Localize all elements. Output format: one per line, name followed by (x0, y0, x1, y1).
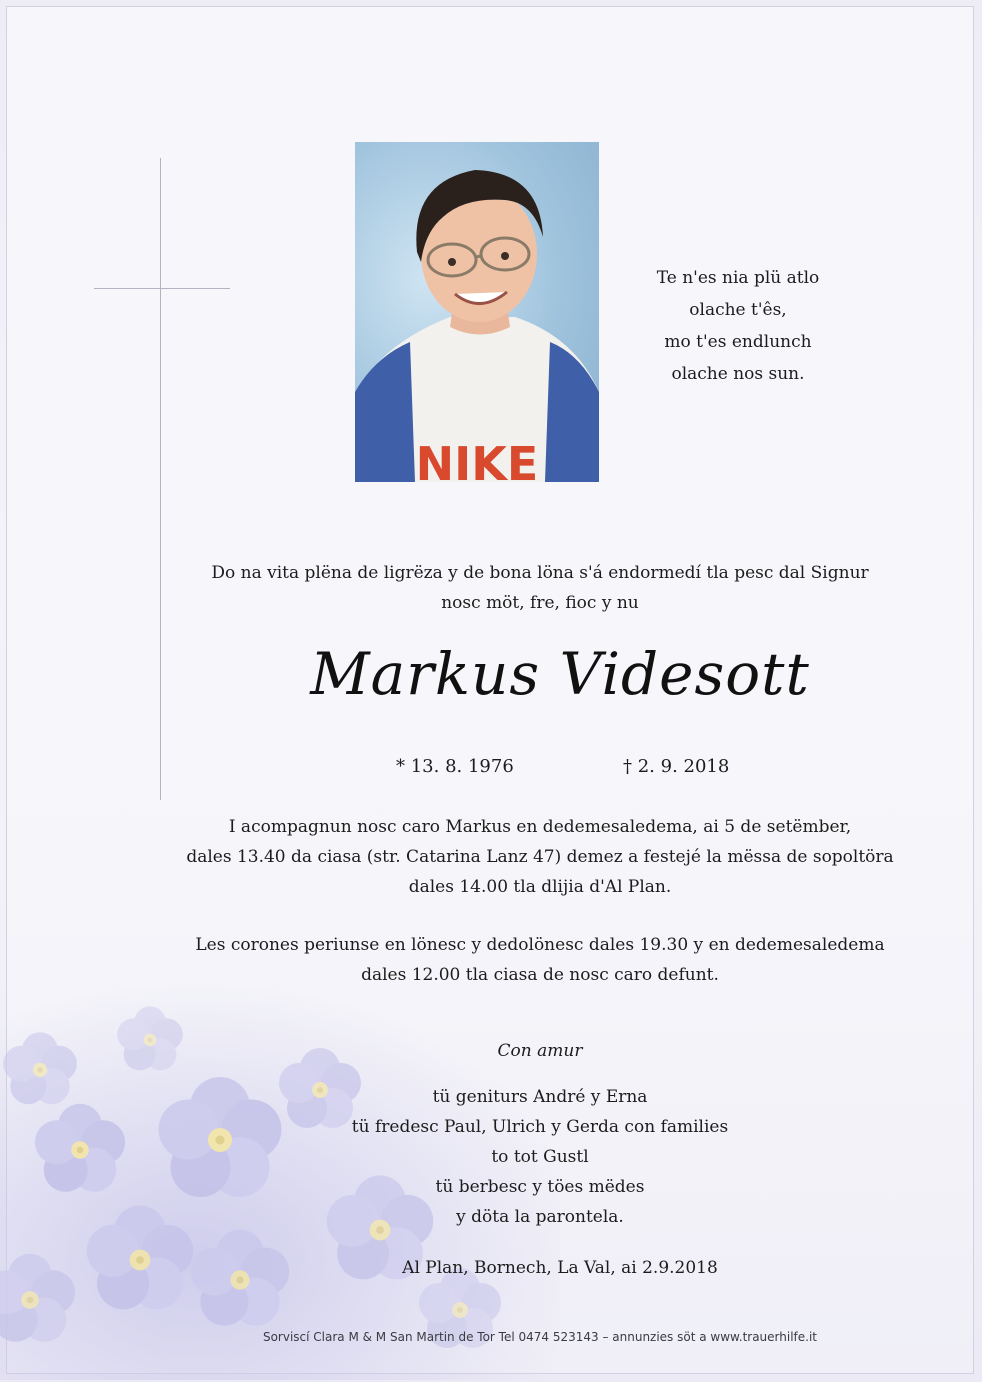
poem-line: Te n'es nia plü atlo (656, 268, 820, 288)
shirt-logo-text: NIKE (415, 437, 539, 482)
intro-line: Do na vita plëna de ligrëza y de bona löna s'á endormedí tla pesc dal Signur (211, 563, 869, 583)
family-member: to tot Gustl (491, 1147, 589, 1167)
portrait-photo (355, 142, 599, 482)
funeral-info (140, 812, 940, 902)
cross-vertical-line (160, 158, 161, 800)
portrait-illustration (355, 142, 599, 482)
rosary-info (140, 930, 940, 990)
poem-line: mo t'es endlunch (664, 332, 812, 352)
family-member: tü fredesc Paul, Ulrich y Gerda con families (351, 1117, 729, 1137)
birth-date: * 13. 8. 1976 (396, 756, 514, 777)
poem (618, 262, 858, 390)
intro-line: nosc möt, fre, fioc y nu (441, 593, 639, 613)
place-and-date: Al Plan, Bornech, La Val, ai 2.9.2018 (402, 1258, 718, 1278)
funeral-line: dales 13.40 da ciasa (str. Catarina Lanz 47) demez a festejé la mëssa de sopoltöra (186, 847, 894, 867)
rosary-line: dales 12.00 tla ciasa de nosc caro defunt. (361, 965, 719, 985)
family-signature: Con amur (497, 1041, 583, 1061)
family-member: tü berbesc y töes mëdes (435, 1177, 645, 1197)
family-list (340, 1036, 740, 1232)
cross-horizontal-line (94, 288, 230, 289)
rosary-line: Les corones periunse en lönesc y dedolönesc dales 19.30 y en dedemesaledema (195, 935, 885, 955)
funeral-line: dales 14.00 tla dlijia d'Al Plan. (408, 877, 672, 897)
poem-line: olache t'ês, (689, 300, 787, 320)
footer-funeral-service: Sorviscí Clara M & M San Martin de Tor Tel 0474 523143 – annunzies söt a www.trauerhilfe.it (262, 1330, 818, 1344)
death-date: † 2. 9. 2018 (623, 756, 730, 777)
family-member: tü geniturs André y Erna (432, 1087, 648, 1107)
family-member: y döta la parontela. (456, 1207, 624, 1227)
poem-line: olache nos sun. (671, 364, 805, 384)
deceased-name: Markus Videsott (310, 640, 810, 708)
intro-text (140, 558, 940, 618)
funeral-line: I acompagnun nosc caro Markus en dedemesaledema, ai 5 de setëmber, (228, 817, 852, 837)
